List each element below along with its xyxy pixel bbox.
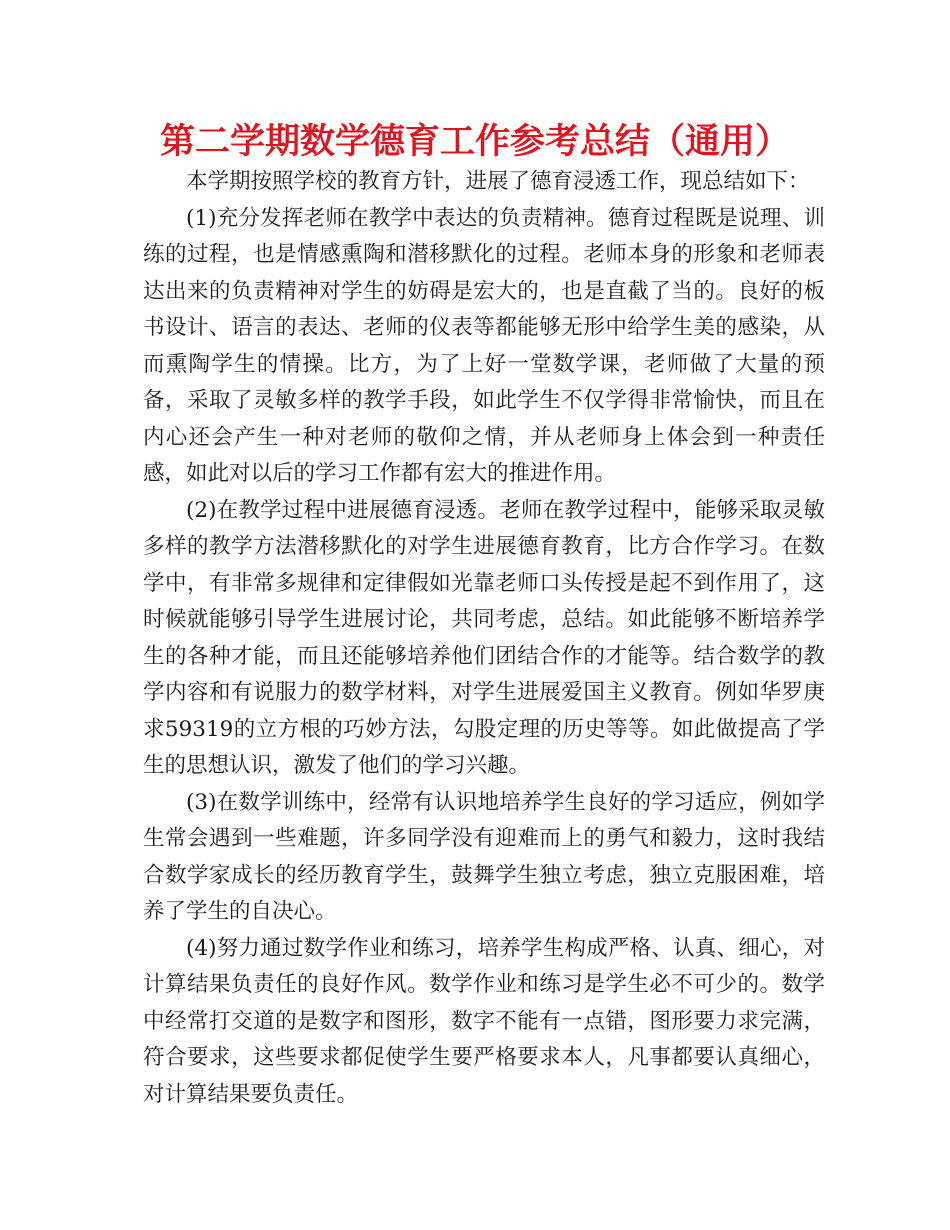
paragraph-4: (4)努力通过数学作业和练习，培养学生构成严格、认真、细心，对计算结果负责任的良好作风。数学作业和练习是学生必不可少的。数学中经常打交道的是数字和图形，数字不能有一点错，图形要力求完满，符合要求，这些要求都促使学生要严格要求本人，凡事都要认真细心，对计算结果要负责任。 <box>143 935 825 1107</box>
document-title: 第二学期数学德育工作参考总结（通用） <box>159 122 790 162</box>
intro-paragraph: 本学期按照学校的教育方针，进展了德育浸透工作，现总结如下： <box>186 169 810 194</box>
paragraph-3: (3)在数学训练中，经常有认识地培养学生良好的学习适应，例如学生常会遇到一些难题，许多同学没有迎难而上的勇气和毅力，这时我结合数学家成长的经历教育学生，鼓舞学生独立考虑，独立克服困难，培养了学生的自决心。 <box>143 789 825 924</box>
document-body <box>143 164 825 1113</box>
paragraph-2: (2)在教学过程中进展德育浸透。老师在教学过程中，能够采取灵敏多样的教学方法潜移默化的对学生进展德育教育，比方合作学习。在数学中，有非常多规律和定律假如光靠老师口头传授是起不到作用了，这时候就能够引导学生进展讨论，共同考虑，总结。如此能够不断培养学生的各种才能，而且还能够培养他们团结合作的才能等。结合数学的教学内容和有说服力的数学材料，对学生进展爱国主义教育。例如华罗庚求59319的立方根的巧妙方法，勾股定理的历史等等。如此做提高了学生的思想认识，激发了他们的学习兴趣。 <box>143 497 825 778</box>
paragraph-1: (1)充分发挥老师在教学中表达的负责精神。德育过程既是说理、训练的过程，也是情感熏陶和潜移默化的过程。老师本身的形象和老师表达出来的负责精神对学生的妨碍是宏大的，也是直截了当的。良好的板书设计、语言的表达、老师的仪表等都能够无形中给学生美的感染，从而熏陶学生的情操。比方，为了上好一堂数学课，老师做了大量的预备，采取了灵敏多样的教学手段，如此学生不仅学得非常愉快，而且在内心还会产生一种对老师的敬仰之情，并从老师身上体会到一种责任感，如此对以后的学习工作都有宏大的推进作用。 <box>143 205 825 486</box>
